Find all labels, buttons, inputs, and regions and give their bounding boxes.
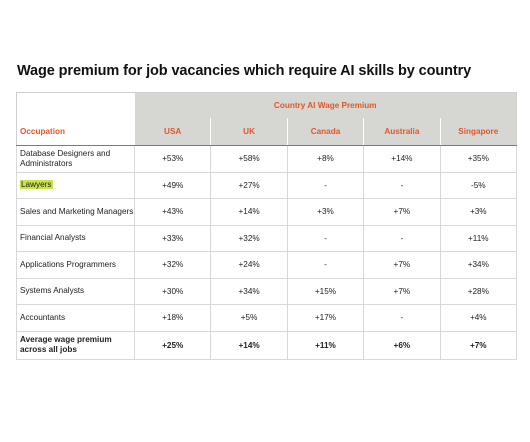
value-cell: - [287, 172, 363, 199]
value-cell: +34% [440, 252, 516, 279]
occupation-cell [17, 172, 135, 199]
value-cell: +32% [135, 252, 211, 279]
value-cell: +24% [211, 252, 287, 279]
average-value-cell: +11% [287, 331, 363, 359]
value-cell: +15% [287, 278, 363, 305]
average-value-cell: +25% [135, 331, 211, 359]
value-cell: +7% [364, 252, 440, 279]
occupation-cell: Applications Programmers [17, 252, 135, 279]
value-cell: - [364, 225, 440, 252]
value-cell: - [364, 305, 440, 332]
value-cell: - [364, 172, 440, 199]
value-cell: +17% [287, 305, 363, 332]
value-cell: +14% [211, 199, 287, 226]
average-row [17, 331, 517, 359]
table-row [17, 305, 517, 332]
value-cell: +27% [211, 172, 287, 199]
occupation-cell: Financial Analysts [17, 225, 135, 252]
table-row [17, 146, 517, 173]
value-cell: +34% [211, 278, 287, 305]
value-cell: +49% [135, 172, 211, 199]
value-cell: +7% [364, 199, 440, 226]
value-cell: - [287, 252, 363, 279]
column-header-singapore: Singapore [440, 118, 516, 146]
occupation-header: Occupation [17, 118, 135, 146]
value-cell: +18% [135, 305, 211, 332]
value-cell: +14% [364, 146, 440, 173]
table-row [17, 199, 517, 226]
column-header-usa: USA [135, 118, 211, 146]
table-row [17, 278, 517, 305]
occupation-cell: Systems Analysts [17, 278, 135, 305]
value-cell: +33% [135, 225, 211, 252]
value-cell: +8% [287, 146, 363, 173]
occupation-cell: Accountants [17, 305, 135, 332]
average-value-cell: +6% [364, 331, 440, 359]
average-label: Average wage premium across all jobs [17, 331, 135, 359]
value-cell: +3% [440, 199, 516, 226]
header-corner [17, 93, 135, 119]
value-cell: +5% [211, 305, 287, 332]
page-title: Wage premium for job vacancies which require AI skills by country [17, 63, 472, 79]
value-cell: +32% [211, 225, 287, 252]
value-cell: +7% [364, 278, 440, 305]
table-row [17, 225, 517, 252]
value-cell: +53% [135, 146, 211, 173]
value-cell: +43% [135, 199, 211, 226]
column-header-canada: Canada [287, 118, 363, 146]
value-cell: +30% [135, 278, 211, 305]
occupation-cell: Database Designers and Administrators [17, 146, 135, 173]
value-cell: +35% [440, 146, 516, 173]
value-cell: -5% [440, 172, 516, 199]
table-row [17, 172, 517, 199]
column-header-uk: UK [211, 118, 287, 146]
average-value-cell: +14% [211, 331, 287, 359]
value-cell: +3% [287, 199, 363, 226]
column-header-australia: Australia [364, 118, 440, 146]
group-header: Country AI Wage Premium [135, 93, 517, 119]
value-cell: +28% [440, 278, 516, 305]
average-value-cell: +7% [440, 331, 516, 359]
wage-premium-table [16, 92, 517, 360]
table-row [17, 252, 517, 279]
value-cell: +11% [440, 225, 516, 252]
value-cell: - [287, 225, 363, 252]
value-cell: +58% [211, 146, 287, 173]
value-cell: +4% [440, 305, 516, 332]
occupation-cell: Sales and Marketing Managers [17, 199, 135, 226]
highlighted-occupation: Lawyers [21, 180, 52, 190]
